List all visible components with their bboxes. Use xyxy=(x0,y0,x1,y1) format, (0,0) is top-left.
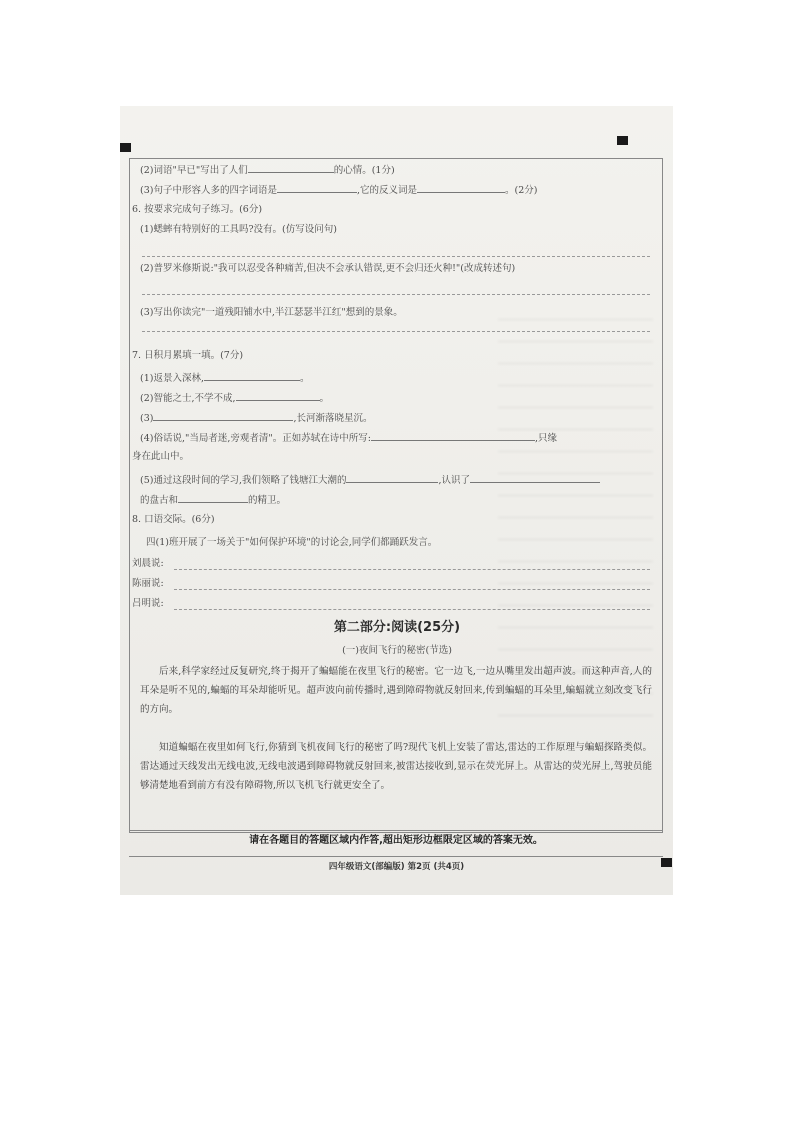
question-text: (3) xyxy=(140,413,154,424)
passage-paragraph: 知道蝙蝠在夜里如何飞行,你猜到飞机夜间飞行的秘密了吗?现代飞机上安装了雷达,雷达的工作原理与蝙蝠探路类似。雷达通过天线发出无线电波,无线电波遇到障碍物就反射回来,被雷达接收到,显示在荧光屏上。从雷达的荧光屏上,驾驶员能够清楚地看到前方有没有障碍物,所以飞机飞行就更安全了。 xyxy=(140,742,652,791)
answer-blank[interactable] xyxy=(204,371,300,381)
registration-mark-left xyxy=(120,143,131,152)
question-6-3: (3)写出你读完"一道残阳铺水中,半江瑟瑟半江红"想到的景象。 xyxy=(140,307,403,318)
speaker-label: 刘晨说: xyxy=(132,558,164,569)
section-title: 第二部分:阅读(25分) xyxy=(333,620,461,635)
question-text: ,它的反义词是 xyxy=(356,185,417,196)
question-7-4 xyxy=(140,431,557,445)
question-text: (5)通过这段时间的学习,我们领略了钱塘江大潮的 xyxy=(140,475,347,486)
page-footer: 四年级语文(部编版) 第2页 (共4页) xyxy=(328,862,465,872)
question-text: ,认识了 xyxy=(438,475,471,486)
passage-paragraph: 后来,科学家经过反复研究,终于揭开了蝙蝠能在夜里飞行的秘密。它一边飞,一边从嘴里发出超声波。而这种声音,人的耳朵是听不见的,蝙蝠的耳朵却能听见。超声波向前传播时,遇到障碍物就反射回来,传到蝙蝠的耳朵里,蝙蝠就立刻改变飞行的方向。 xyxy=(140,666,652,715)
registration-mark-right xyxy=(617,136,628,145)
answer-blank[interactable] xyxy=(153,411,293,421)
answer-blank[interactable] xyxy=(371,431,535,441)
question-8-title: 8. 口语交际。(6分) xyxy=(132,514,215,525)
question-5-2 xyxy=(140,163,395,177)
answer-notice: 请在各题目的答题区域内作答,超出矩形边框限定区域的答案无效。 xyxy=(129,830,663,857)
exam-page xyxy=(120,106,673,895)
question-6-title: 6. 按要求完成句子练习。(6分) xyxy=(132,204,263,215)
question-text: 。 xyxy=(299,373,310,384)
question-7-5-cont xyxy=(140,493,286,507)
answer-blank[interactable] xyxy=(277,183,357,193)
question-text: (1)返景入深林, xyxy=(140,373,204,384)
question-text: 。(2分) xyxy=(505,185,538,196)
question-8-prompt: 四(1)班开展了一场关于"如何保护环境"的讨论会,同学们都踊跃发言。 xyxy=(146,537,438,548)
question-text: 的精卫。 xyxy=(248,495,287,506)
question-text: (4)俗话说,"当局者迷,旁观者清"。正如苏轼在诗中所写: xyxy=(140,433,371,444)
question-7-title: 7. 日积月累填一填。(7分) xyxy=(132,350,244,361)
answer-line[interactable] xyxy=(174,609,650,610)
question-7-1 xyxy=(140,371,310,385)
question-text: (2)智能之士,不学不成, xyxy=(140,393,236,404)
answer-blank[interactable] xyxy=(248,163,334,173)
answer-blank[interactable] xyxy=(236,391,320,401)
question-7-2 xyxy=(140,391,329,405)
question-text: ,只缘 xyxy=(534,433,557,444)
question-5-3 xyxy=(140,183,537,197)
question-text: 的心情。(1分) xyxy=(333,165,395,176)
answer-blank[interactable] xyxy=(417,183,505,193)
speaker-label: 陈丽说: xyxy=(132,578,164,589)
passage-title: (一)夜间飞行的秘密(节选) xyxy=(342,645,452,656)
answer-blank[interactable] xyxy=(346,473,438,483)
answer-line[interactable] xyxy=(142,256,650,257)
question-6-1: (1)蟋蟀有特别好的工具吗?没有。(仿写设问句) xyxy=(140,224,337,235)
question-6-2: (2)普罗米修斯说:"我可以忍受各种痛苦,但决不会承认错误,更不会归还火种!"(改成转述句) xyxy=(140,263,516,274)
question-7-4-cont: 身在此山中。 xyxy=(132,451,190,462)
question-text: ,长河渐落晓星沉。 xyxy=(293,413,373,424)
answer-blank[interactable] xyxy=(178,493,248,503)
answer-line[interactable] xyxy=(142,331,650,332)
answer-line[interactable] xyxy=(142,294,650,295)
question-7-5 xyxy=(140,473,600,487)
answer-blank[interactable] xyxy=(470,473,600,483)
question-7-3 xyxy=(140,411,373,425)
answer-line[interactable] xyxy=(174,569,650,570)
question-text: (3)句子中形容人多的四字词语是 xyxy=(140,185,277,196)
speaker-label: 吕明说: xyxy=(132,598,164,609)
question-text: (2)词语"早已"写出了人们 xyxy=(140,165,248,176)
answer-line[interactable] xyxy=(174,589,650,590)
question-text: 。 xyxy=(319,393,330,404)
question-text: 的盘古和 xyxy=(140,495,179,506)
